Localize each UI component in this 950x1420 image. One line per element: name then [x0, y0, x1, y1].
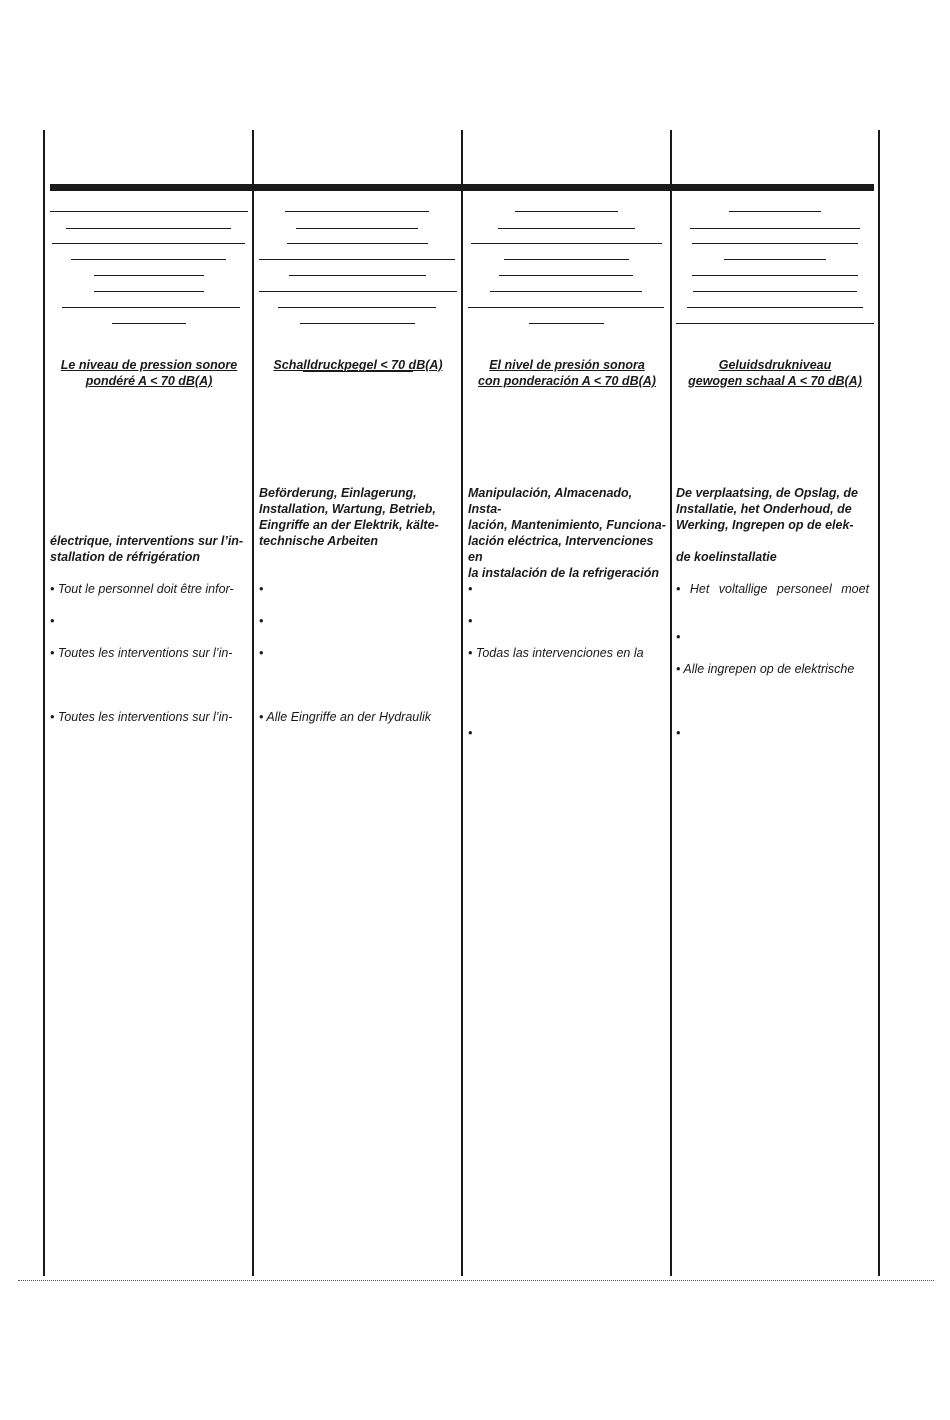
title-underline	[471, 243, 662, 244]
title-underline	[529, 323, 604, 324]
list-item: • Het voltallige personeel moet	[676, 582, 870, 596]
sound-level-heading: El nivel de presión sonora con ponderación A < 70 dB(A)	[478, 358, 656, 388]
list-item: • Tout le personnel doit être infor-	[50, 582, 234, 596]
title-underline	[285, 211, 429, 212]
title-underline	[50, 211, 248, 212]
operations-text: Beförderung, Einlagerung, Installation, Wartung, Betrieb, Eingriffe an der Elektrik, kälte- technische Arbeiten	[259, 486, 439, 548]
column-dutch	[676, 0, 874, 1420]
list-item: • Toutes les interventions sur l’in-	[50, 646, 233, 660]
title-underline	[52, 243, 245, 244]
column-divider	[670, 130, 672, 1276]
title-underline	[287, 243, 428, 244]
operations-text-continued: de koelinstallatie	[676, 550, 777, 564]
list-item: •	[468, 726, 473, 740]
title-underline	[693, 291, 857, 292]
title-underline	[724, 259, 826, 260]
title-underline	[71, 259, 226, 260]
title-underline	[676, 323, 874, 324]
title-underline	[259, 259, 455, 260]
list-item: • Toutes les interventions sur l’in-	[50, 710, 233, 724]
list-item: •	[259, 646, 264, 660]
title-underline	[468, 307, 664, 308]
title-underline	[296, 228, 418, 229]
page-footer-rule	[18, 1280, 934, 1281]
operations-text: De verplaatsing, de Opslag, de Installatie, het Onderhoud, de Werking, Ingrepen op de elek-	[676, 486, 859, 532]
operations-text: électrique, interventions sur l’in- stallation de réfrigération	[50, 534, 244, 564]
title-underline	[515, 211, 618, 212]
title-underline	[692, 275, 858, 276]
title-underline	[278, 307, 436, 308]
title-underline	[289, 275, 426, 276]
title-underline	[498, 228, 635, 229]
title-underline	[690, 228, 860, 229]
title-underline	[499, 275, 633, 276]
sound-level-heading: Le niveau de pression sonore pondéré A < 70 dB(A)	[60, 358, 238, 388]
title-underline	[94, 291, 204, 292]
list-item: •	[50, 614, 55, 628]
title-underline	[692, 243, 858, 244]
list-item: •	[676, 726, 681, 740]
sound-level-heading: Geluidsdrukniveau gewogen schaal A < 70 dB(A)	[688, 358, 862, 388]
column-spanish	[468, 0, 666, 1420]
title-underline	[490, 291, 642, 292]
column-divider	[43, 130, 45, 1276]
title-underline	[687, 307, 863, 308]
list-item: •	[468, 582, 473, 596]
sound-level-heading: Schalldruckpegel < 70 dB(A)	[273, 358, 443, 372]
title-underline	[94, 275, 204, 276]
list-item: •	[259, 582, 264, 596]
column-divider	[252, 130, 254, 1276]
list-item: • Alle ingrepen op de elektrische	[676, 662, 855, 676]
title-underline	[112, 323, 186, 324]
title-underline	[504, 259, 629, 260]
list-item: •	[676, 630, 681, 644]
column-french	[50, 0, 248, 1420]
column-divider	[878, 130, 880, 1276]
title-underline	[62, 307, 240, 308]
column-german	[259, 0, 457, 1420]
title-underline	[729, 211, 821, 212]
operations-text-continued: lación eléctrica, Intervenciones en la instalación de la refrigeración	[468, 534, 660, 580]
operations-text: Manipulación, Almacenado, Insta- lación, Mantenimiento, Funciona-	[468, 486, 666, 532]
list-item: • Todas las intervenciones en la	[468, 646, 644, 660]
title-underline	[259, 291, 457, 292]
list-item: •	[468, 614, 473, 628]
list-item: •	[259, 614, 264, 628]
list-item: • Alle Eingriffe an der Hydraulik	[259, 710, 432, 724]
title-underline	[66, 228, 231, 229]
column-divider	[461, 130, 463, 1276]
title-underline	[300, 323, 415, 324]
